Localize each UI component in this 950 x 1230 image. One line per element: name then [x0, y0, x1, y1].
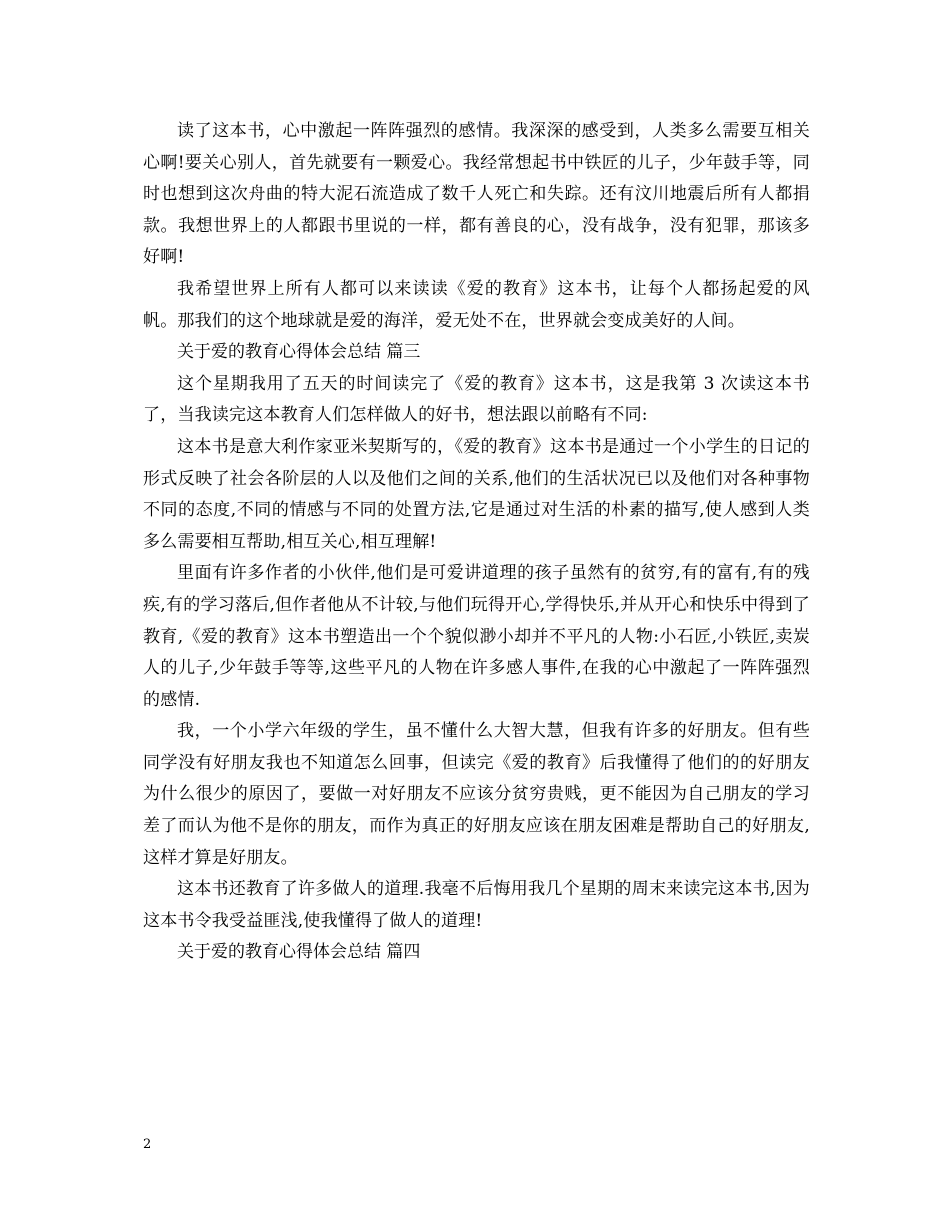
document-body	[143, 116, 810, 969]
paragraph-5: 里面有许多作者的小伙伴,他们是可爱讲道理的孩子虽然有的贫穷,有的富有,有的残疾,有的学习落后,但作者他从不计较,与他们玩得开心,学得快乐,并从开心和快乐中得到了教育,《爱的教育》这本书塑造出一个个貌似渺小却并不平凡的人物:小石匠,小铁匠,卖炭人的儿子,少年鼓手等等,这些平凡的人物在许多感人事件,在我的心中激起了一阵阵强烈的感情.	[143, 563, 810, 710]
section-heading-3: 关于爱的教育心得体会总结 篇三	[177, 342, 421, 363]
paragraph-3: 这个星期我用了五天的时间读完了《爱的教育》这本书，这是我第 3 次读这本书了，当我读完这本教育人们怎样做人的好书，想法跟以前略有不同:	[143, 373, 810, 426]
paragraph-2: 我希望世界上所有人都可以来读读《爱的教育》这本书，让每个人都扬起爱的风帆。那我们的这个地球就是爱的海洋，爱无处不在，世界就会变成美好的人间。	[143, 278, 810, 331]
paragraph-7: 这本书还教育了许多做人的道理.我毫不后悔用我几个星期的周末来读完这本书,因为这本书令我受益匪浅,使我懂得了做人的道理!	[143, 879, 810, 931]
paragraph-4: 这本书是意大利作家亚米契斯写的，《爱的教育》这本书是通过一个小学生的日记的形式反映了社会各阶层的人以及他们之间的关系,他们的生活状况已以及他们对各种事物不同的态度,不同的情感与不同的处置方法,它是通过对生活的朴素的描写,使人感到人类多么需要相互帮助,相互关心,相互理解!	[143, 436, 810, 552]
paragraph-6: 我，一个小学六年级的学生，虽不懂什么大智大慧，但我有许多的好朋友。但有些同学没有好朋友我也不知道怎么回事，但读完《爱的教育》后我懂得了他们的的好朋友为什么很少的原因了，要做一对好朋友不应该分贫穷贵贱，更不能因为自己朋友的学习差了而认为他不是你的朋友，而作为真正的好朋友应该在朋友困难是帮助自己的好朋友,这样才算是好朋友。	[143, 721, 810, 868]
page-number: 2	[143, 1137, 152, 1152]
section-heading-4: 关于爱的教育心得体会总结 篇四	[177, 942, 421, 963]
paragraph-1: 读了这本书，心中激起一阵阵强烈的感情。我深深的感受到，人类多么需要互相关心啊!要关心别人，首先就要有一颗爱心。我经常想起书中铁匠的儿子，少年鼓手等，同时也想到这次舟曲的特大泥石流造成了数千人死亡和失踪。还有汶川地震后所有人都捐款。我想世界上的人都跟书里说的一样，都有善良的心，没有战争，没有犯罪，那该多好啊!	[143, 121, 810, 268]
